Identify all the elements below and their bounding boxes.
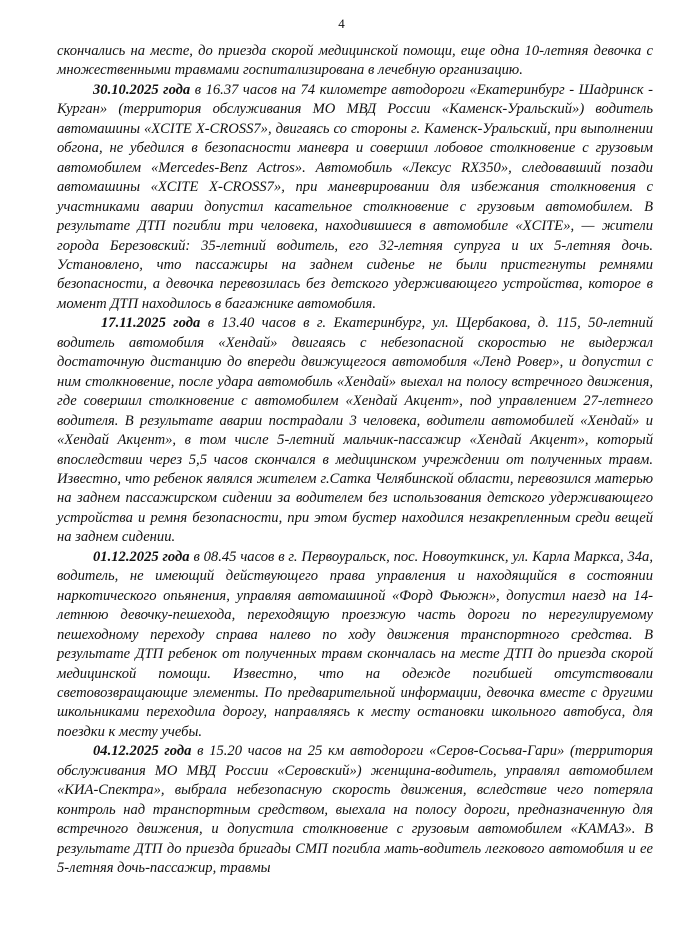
paragraph-text: в 15.20 часов на 25 км автодороги «Серов-Сосьва-Гари» (территория обслуживания МО МВД России «Серовский») женщина-водитель, управлял автомобилем «КИА-Спектра», выбрала небезопасную скорость движения, вследствие чего потеряла контроль над транспортным средством, выехала на полосу дороги, предназначенную для встречного движения, и допустила столкновение с грузовым автомобилем «КАМАЗ». В результате ДТП до приезда бригады СМП погибла мать-водитель легкового автомобиля и ее 5-летняя дочь-пассажир, травмы [57, 743, 653, 877]
incident-date: 17.11.2025 года [101, 315, 201, 332]
incident-paragraph [57, 314, 653, 547]
paragraph-continuation [57, 42, 653, 81]
document-body [57, 42, 653, 878]
incident-paragraph [57, 81, 653, 314]
paragraph-text: скончались на месте, до приезда скорой медицинской помощи, еще одна 10-летняя девочка с множественными травмами госпитализирована в лечебную организацию. [57, 43, 653, 79]
paragraph-text: в 13.40 часов в г. Екатеринбург, ул. Щербакова, д. 115, 50-летний водитель автомобиля «Хендай» двигаясь с небезопасной скоростью не выдержал достаточную дистанцию до впереди движущегося автомобиля «Ленд Ровер», и допустил с ним столкновение, после удара автомобиль «Хендай» выехал на полосу встречного движения, где совершил столкновение с автомобилем «Хендай Акцент», под управлением 27-летнего водителя. В результате аварии пострадали 3 человека, водители автомобилей «Хендай» и «Хендай Акцент», в том числе 5-летний мальчик-пассажир «Хендай Акцент», который впоследствии через 5,5 часов скончался в медицинском учреждении от полученных травм. Известно, что ребенок являлся жителем г.Сатка Челябинской области, перевозился матерью на заднем пассажирском сидении за водителем без использования детского удерживающего устройства и ремня безопасности, при этом бустер находился незакрепленным среди вещей на заднем сидении. [57, 315, 653, 546]
paragraph-text: в 08.45 часов в г. Первоуральск, пос. Новоуткинск, ул. Карла Маркса, 34а, водитель, не имеющий действующего права управления и находящийся в состоянии наркотического опьянения, управляя автомашиной «Форд Фьюжн», допустил наезд на 14-летнюю девочку-пешехода, переходящую проезжую часть дороги по нерегулируемому пешеходному переходу справа налево по ходу движения транспортного средства. В результате ДТП ребенок от полученных травм скончалась на месте ДТП до приезда скорой медицинской помощи. Известно, что на одежде погибшей отсутствовали световозвращающие элементы. По предварительной информации, девочка вместе с другими школьниками переходила дорогу, направляясь к месту остановки школьного автобуса, для поездки к месту учебы. [57, 548, 653, 740]
page-number: 4 [338, 16, 345, 31]
incident-date: 01.12.2025 года [93, 548, 190, 565]
paragraph-text: в 16.37 часов на 74 километре автодороги «Екатеринбург - Шадринск - Курган» (территория обслуживания МО МВД России «Каменск-Уральский») водитель автомашины «XCITE X-CROSS7», двигаясь со стороны г. Каменск-Уральский, при выполнении обгона, не убедился в безопасности маневра и совершил лобовое столкновение с грузовым автомобилем «Mercedes-Benz Actros». Автомобиль «Лексус RX350», следовавший позади автомашины «XCITE X-CROSS7», при маневрировании для избежания столкновения с участниками аварии допустил касательное столкновение с грузовым автомобилем. В результате ДТП погибли три человека, находившиеся в автомобиле «XCITE», — жители города Березовский: 35-летний водитель, его 32-летняя супруга и их 5-летняя дочь. Установлено, что пассажиры на заднем сиденье не были пристегнуты ремнями безопасности, а девочка перевозилась без детского удерживающего устройства, которое в момент ДТП находилось в багажнике автомобиля. [57, 81, 653, 312]
incident-paragraph [57, 742, 653, 878]
incident-paragraph [57, 548, 653, 743]
incident-date: 30.10.2025 года [93, 81, 191, 98]
incident-date: 04.12.2025 года [93, 743, 192, 760]
